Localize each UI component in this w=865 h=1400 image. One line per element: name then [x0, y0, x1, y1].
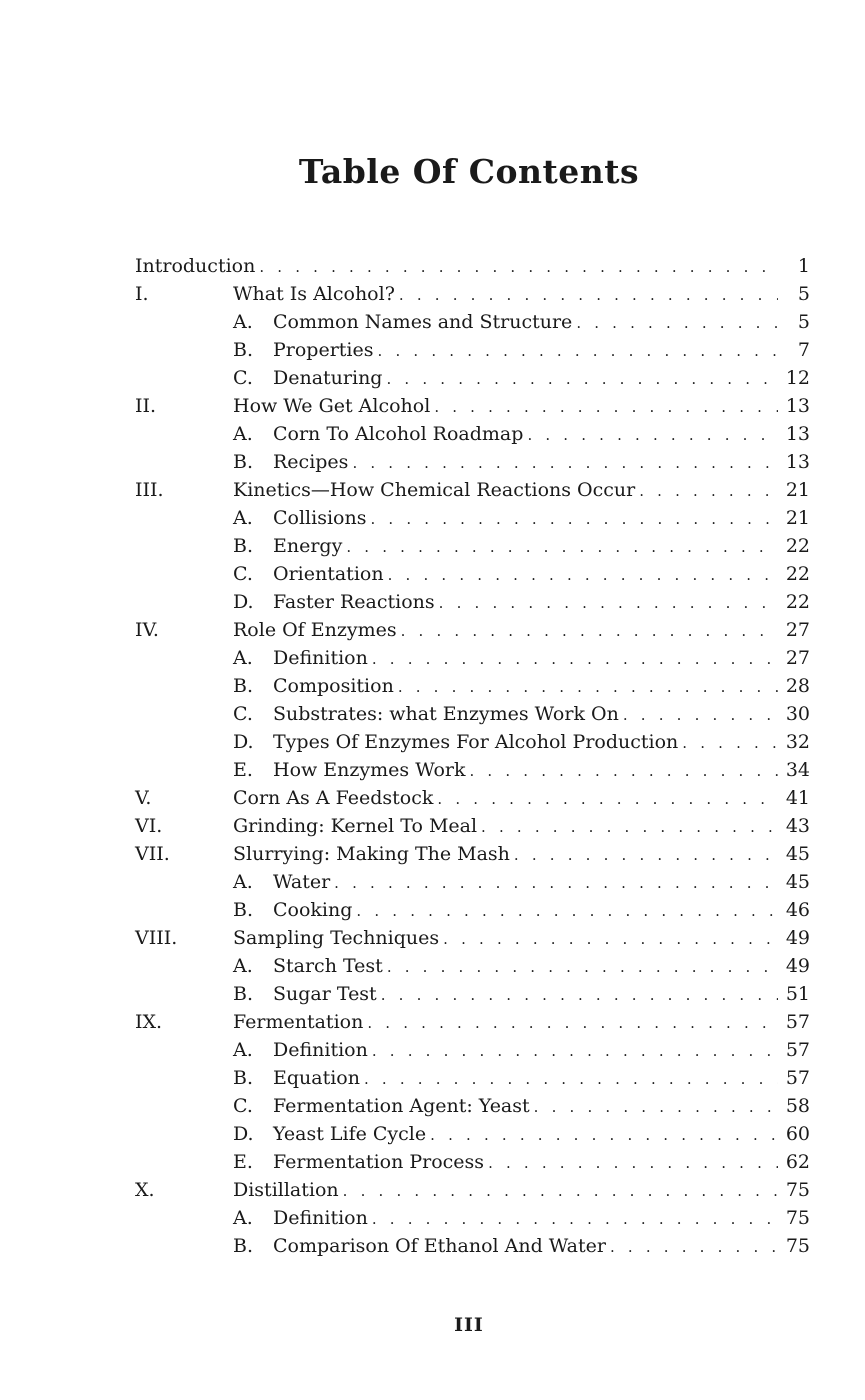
toc-page-number: 21 — [785, 479, 810, 501]
toc-section-letter: A. — [233, 1207, 253, 1229]
toc-page-number: 43 — [785, 815, 810, 837]
toc-entry — [135, 476, 810, 504]
toc-entry-title: Equation — [273, 1067, 360, 1089]
toc-entry-title: Definition — [273, 647, 368, 669]
toc-section-letter: B. — [233, 675, 254, 697]
toc-entry-title: Role Of Enzymes — [233, 619, 397, 641]
toc-page-number: 57 — [785, 1067, 810, 1089]
toc-entry-title: How We Get Alcohol — [233, 395, 431, 417]
toc-section-letter: A. — [233, 1039, 253, 1061]
toc-entry-title: Recipes — [273, 451, 349, 473]
toc-entry-title: Common Names and Structure — [273, 311, 573, 333]
toc-leader-dots — [259, 253, 778, 281]
toc-chapter-number: I. — [135, 283, 149, 305]
toc-entry-title: Orientation — [273, 563, 384, 585]
page-title: Table Of Contents — [298, 152, 640, 191]
toc-entry — [135, 728, 810, 756]
toc-entry — [135, 504, 810, 532]
toc-page-number: 13 — [785, 423, 810, 445]
toc-leader-dots — [381, 981, 778, 1009]
toc-section-letter: D. — [233, 591, 254, 613]
toc-entry-title: Slurrying: Making The Mash — [233, 843, 510, 865]
toc-leader-dots — [470, 757, 779, 785]
toc-section-letter: B. — [233, 451, 254, 473]
toc-leader-dots — [527, 421, 778, 449]
toc-entry-title: Types Of Enzymes For Alcohol Production — [273, 731, 679, 753]
toc-entry — [135, 588, 810, 616]
toc-leader-dots — [364, 1065, 778, 1093]
toc-entry — [135, 1064, 810, 1092]
toc-entry — [135, 420, 810, 448]
toc-entry — [135, 812, 810, 840]
toc-page-number: 41 — [785, 787, 810, 809]
toc-entry — [135, 980, 810, 1008]
toc-entry — [135, 532, 810, 560]
toc-leader-dots — [372, 1205, 778, 1233]
toc-leader-dots — [481, 813, 778, 841]
toc-entry-title: Faster Reactions — [273, 591, 435, 613]
toc-page-number: 22 — [785, 591, 810, 613]
toc-entry — [135, 924, 810, 952]
toc-entry — [135, 392, 810, 420]
toc-entry-title: Substrates: what Enzymes Work On — [273, 703, 619, 725]
toc-chapter-number: VI. — [135, 815, 163, 837]
toc-entry — [135, 280, 810, 308]
toc-leader-dots — [439, 589, 778, 617]
toc-entry-title: Starch Test — [273, 955, 383, 977]
toc-page-number: 12 — [785, 367, 810, 389]
toc-chapter-number: IV. — [135, 619, 159, 641]
toc-leader-dots — [346, 533, 778, 561]
toc-entry-title: Water — [273, 871, 331, 893]
toc-leader-dots — [639, 477, 778, 505]
toc-entry — [135, 308, 810, 336]
toc-leader-dots — [434, 393, 778, 421]
toc-entry-title: Sugar Test — [273, 983, 377, 1005]
toc-page-number: 32 — [785, 731, 810, 753]
toc-page-number: 46 — [785, 899, 810, 921]
toc-leader-dots — [388, 561, 778, 589]
toc-entry-title: Composition — [273, 675, 394, 697]
toc-leader-dots — [398, 673, 778, 701]
toc-entry-title: Denaturing — [273, 367, 383, 389]
toc-section-letter: D. — [233, 1123, 254, 1145]
toc-leader-dots — [367, 1009, 778, 1037]
toc-page-number: 5 — [797, 311, 810, 333]
toc-chapter-number: IX. — [135, 1011, 163, 1033]
toc-entry-title: Yeast Life Cycle — [273, 1123, 427, 1145]
toc-leader-dots — [356, 897, 778, 925]
toc-page-number: 22 — [785, 535, 810, 557]
toc-page-number: 49 — [785, 955, 810, 977]
toc-chapter-number: VIII. — [135, 927, 178, 949]
toc-leader-dots — [437, 785, 778, 813]
toc-section-letter: C. — [233, 703, 253, 725]
toc-page-number: 27 — [785, 619, 810, 641]
toc-leader-dots — [386, 365, 778, 393]
toc-chapter-number: V. — [135, 787, 152, 809]
toc-entry — [135, 560, 810, 588]
toc-entry-title: Fermentation Agent: Yeast — [273, 1095, 530, 1117]
toc-page-number: 75 — [785, 1179, 810, 1201]
toc-leader-dots — [514, 841, 778, 869]
toc-entry-title: Fermentation — [233, 1011, 364, 1033]
toc-entry-title: Definition — [273, 1039, 368, 1061]
toc-entry — [135, 868, 810, 896]
toc-page-number: 62 — [785, 1151, 810, 1173]
toc-page-number: 75 — [785, 1207, 810, 1229]
toc-chapter-number: X. — [135, 1179, 155, 1201]
toc-entry — [135, 672, 810, 700]
toc-entry-title: Fermentation Process — [273, 1151, 485, 1173]
toc-page-number: 27 — [785, 647, 810, 669]
toc-section-letter: B. — [233, 1067, 254, 1089]
table-of-contents — [135, 252, 810, 1260]
toc-entry-title: Distillation — [233, 1179, 339, 1201]
toc-section-letter: A. — [233, 311, 253, 333]
toc-leader-dots — [401, 617, 778, 645]
toc-entry — [135, 784, 810, 812]
toc-leader-dots — [372, 1037, 778, 1065]
toc-entry — [135, 1148, 810, 1176]
toc-entry-title: Sampling Techniques — [233, 927, 440, 949]
toc-section-letter: E. — [233, 759, 253, 781]
toc-entry-title: Properties — [273, 339, 374, 361]
toc-leader-dots — [343, 1177, 778, 1205]
toc-entry-title: Grinding: Kernel To Meal — [233, 815, 478, 837]
toc-leader-dots — [682, 729, 778, 757]
toc-page-number: 45 — [785, 843, 810, 865]
toc-entry — [135, 1120, 810, 1148]
toc-entry — [135, 364, 810, 392]
toc-entry — [135, 896, 810, 924]
toc-entry — [135, 1008, 810, 1036]
toc-section-letter: E. — [233, 1151, 253, 1173]
toc-leader-dots — [534, 1093, 778, 1121]
toc-page-number: 49 — [785, 927, 810, 949]
toc-entry — [135, 840, 810, 868]
toc-leader-dots — [610, 1233, 778, 1261]
toc-entry-title: Definition — [273, 1207, 368, 1229]
toc-entry — [135, 756, 810, 784]
toc-page-number: 7 — [797, 339, 810, 361]
toc-section-letter: C. — [233, 367, 253, 389]
toc-entry — [135, 1232, 810, 1260]
toc-page-number: 30 — [785, 703, 810, 725]
toc-leader-dots — [352, 449, 778, 477]
toc-leader-dots — [387, 953, 778, 981]
toc-section-letter: C. — [233, 563, 253, 585]
toc-page-number: 45 — [785, 871, 810, 893]
toc-entry — [135, 700, 810, 728]
toc-page-number: 28 — [785, 675, 810, 697]
toc-page-number: 13 — [785, 395, 810, 417]
toc-leader-dots — [430, 1121, 778, 1149]
toc-entry — [135, 1036, 810, 1064]
toc-section-letter: B. — [233, 535, 254, 557]
toc-page-number: 57 — [785, 1039, 810, 1061]
toc-entry — [135, 448, 810, 476]
toc-entry — [135, 1204, 810, 1232]
toc-leader-dots — [378, 337, 778, 365]
toc-entry-title: Cooking — [273, 899, 353, 921]
toc-leader-dots — [488, 1149, 778, 1177]
toc-entry — [135, 252, 810, 280]
toc-leader-dots — [576, 309, 778, 337]
toc-entry — [135, 616, 810, 644]
toc-page-number: 21 — [785, 507, 810, 529]
toc-entry — [135, 1176, 810, 1204]
toc-section-letter: A. — [233, 955, 253, 977]
toc-section-letter: A. — [233, 423, 253, 445]
toc-chapter-number: III. — [135, 479, 164, 501]
toc-leader-dots — [372, 645, 778, 673]
toc-page-number: 60 — [785, 1123, 810, 1145]
toc-section-letter: C. — [233, 1095, 253, 1117]
toc-leader-dots — [334, 869, 778, 897]
toc-section-letter: A. — [233, 871, 253, 893]
toc-page-number: 58 — [785, 1095, 810, 1117]
toc-page-number: 1 — [797, 255, 810, 277]
page-number: III — [454, 1314, 484, 1336]
toc-section-letter: B. — [233, 1235, 254, 1257]
toc-entry — [135, 644, 810, 672]
toc-entry-title: What Is Alcohol? — [233, 283, 395, 305]
toc-section-letter: A. — [233, 647, 253, 669]
toc-page-number: 13 — [785, 451, 810, 473]
toc-section-letter: B. — [233, 983, 254, 1005]
toc-entry-title: Corn To Alcohol Roadmap — [273, 423, 524, 445]
toc-entry-title: Collisions — [273, 507, 367, 529]
toc-entry — [135, 1092, 810, 1120]
toc-entry-title: Introduction — [135, 255, 256, 277]
toc-leader-dots — [623, 701, 778, 729]
toc-entry — [135, 952, 810, 980]
toc-page-number: 75 — [785, 1235, 810, 1257]
toc-leader-dots — [370, 505, 778, 533]
toc-page-number: 51 — [785, 983, 810, 1005]
toc-entry-title: Corn As A Feedstock — [233, 787, 434, 809]
toc-section-letter: B. — [233, 899, 254, 921]
toc-page-number: 22 — [785, 563, 810, 585]
toc-page-number: 34 — [785, 759, 810, 781]
toc-entry-title: Comparison Of Ethanol And Water — [273, 1235, 606, 1257]
toc-chapter-number: II. — [135, 395, 157, 417]
toc-section-letter: D. — [233, 731, 254, 753]
toc-page-number: 57 — [785, 1011, 810, 1033]
toc-chapter-number: VII. — [135, 843, 170, 865]
toc-leader-dots — [399, 281, 778, 309]
toc-leader-dots — [443, 925, 778, 953]
toc-entry-title: How Enzymes Work — [273, 759, 466, 781]
toc-section-letter: B. — [233, 339, 254, 361]
toc-entry-title: Energy — [273, 535, 343, 557]
toc-section-letter: A. — [233, 507, 253, 529]
toc-page-number: 5 — [797, 283, 810, 305]
toc-entry-title: Kinetics—How Chemical Reactions Occur — [233, 479, 636, 501]
toc-entry — [135, 336, 810, 364]
